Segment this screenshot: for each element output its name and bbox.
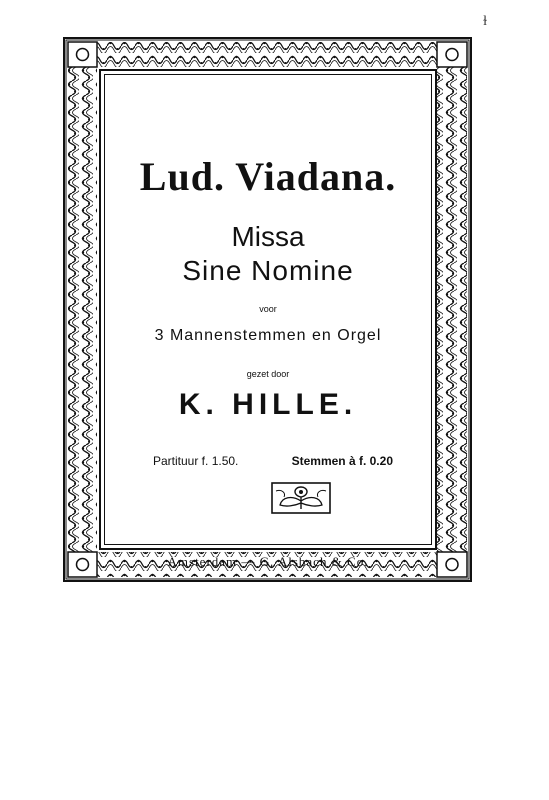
- arranged-by-label: gezet door: [246, 369, 290, 379]
- score-price: Partituur f. 1.50.: [153, 454, 239, 468]
- voicing: 3 Mannenstemmen en Orgel: [154, 327, 382, 344]
- decorative-frame: [63, 37, 472, 582]
- handwritten-mark: ɫ: [483, 14, 487, 29]
- parts-price: Stemmen à f. 0.20: [291, 454, 393, 468]
- title-panel: [99, 69, 437, 569]
- composer-name: Lud. Viadana.: [139, 154, 397, 199]
- floral-vignette-icon: [270, 481, 332, 515]
- voor-label: voor: [259, 304, 277, 314]
- work-title-line1: Missa: [231, 221, 305, 252]
- publisher-imprint: Amsterdam — G. Alsbach & Co.: [167, 554, 369, 569]
- work-title-line2: Sine Nomine: [182, 255, 354, 286]
- arranger-name: K. HILLE.: [178, 388, 358, 421]
